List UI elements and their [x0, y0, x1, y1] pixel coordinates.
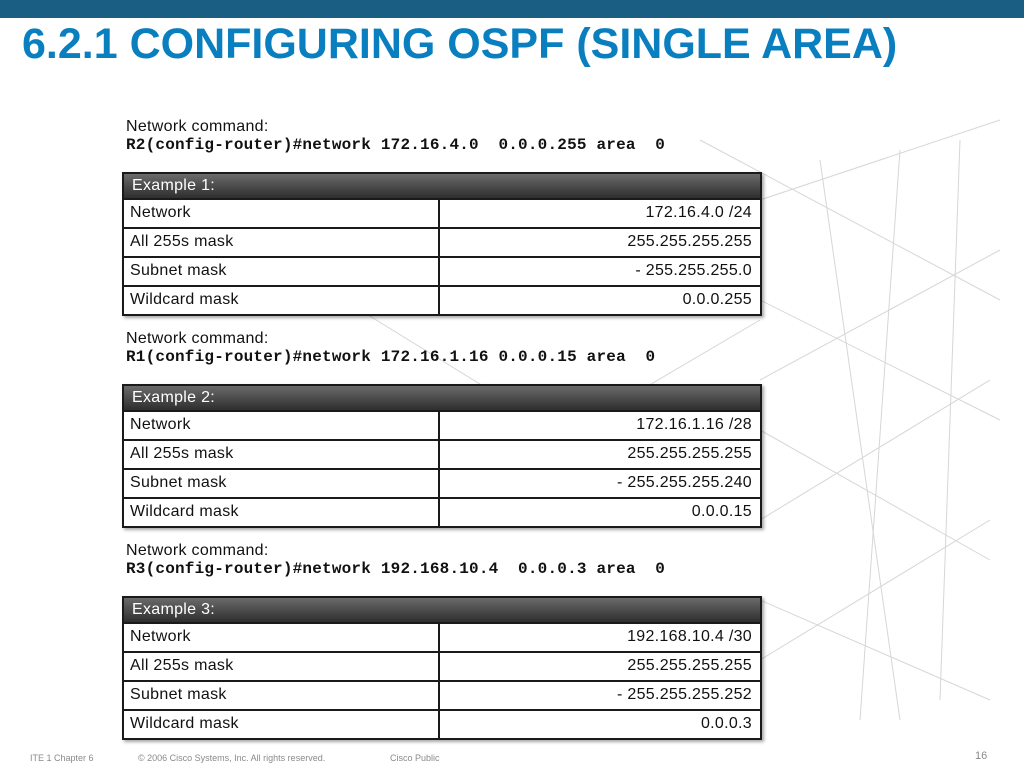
row-label: Wildcard mask	[124, 499, 440, 526]
command-line: R1(config-router)#network 172.16.1.16 0.0.0.15 area 0	[126, 348, 656, 366]
table-row	[124, 622, 760, 651]
row-value: 172.16.1.16 /28	[440, 412, 760, 439]
table-row	[124, 439, 760, 468]
page-number: 16	[975, 750, 988, 762]
table-row	[124, 680, 760, 709]
row-label: Network	[124, 624, 440, 651]
row-label: Subnet mask	[124, 470, 440, 497]
example-table	[122, 172, 762, 316]
table-row	[124, 468, 760, 497]
command-line: R2(config-router)#network 172.16.4.0 0.0.0.255 area 0	[126, 136, 666, 154]
row-value: - 255.255.255.0	[440, 258, 760, 285]
row-value: 0.0.0.15	[440, 499, 760, 526]
table-row	[124, 198, 760, 227]
row-label: Network	[124, 200, 440, 227]
command-label: Network command:	[126, 330, 269, 347]
table-row	[124, 285, 760, 314]
row-label: All 255s mask	[124, 653, 440, 680]
slide-title: 6.2.1 CONFIGURING OSPF (SINGLE AREA)	[22, 20, 898, 68]
network-command-block	[122, 118, 962, 168]
row-value: 255.255.255.255	[440, 229, 760, 256]
row-value: - 255.255.255.252	[440, 682, 760, 709]
row-label: Subnet mask	[124, 682, 440, 709]
row-label: Subnet mask	[124, 258, 440, 285]
row-value: 172.16.4.0 /24	[440, 200, 760, 227]
slide-content	[122, 118, 962, 754]
example-table	[122, 596, 762, 740]
row-value: 255.255.255.255	[440, 653, 760, 680]
command-label: Network command:	[126, 118, 269, 135]
table-row	[124, 709, 760, 738]
row-label: Wildcard mask	[124, 711, 440, 738]
row-label: Wildcard mask	[124, 287, 440, 314]
table-row	[124, 256, 760, 285]
footer-chapter: ITE 1 Chapter 6	[30, 753, 94, 763]
row-value: - 255.255.255.240	[440, 470, 760, 497]
table-row	[124, 651, 760, 680]
top-accent-bar	[0, 0, 1024, 18]
row-value: 255.255.255.255	[440, 441, 760, 468]
table-row	[124, 227, 760, 256]
row-label: All 255s mask	[124, 229, 440, 256]
row-value: 0.0.0.3	[440, 711, 760, 738]
example-title: Example 3:	[124, 598, 760, 622]
network-command-block	[122, 542, 962, 592]
example-title: Example 2:	[124, 386, 760, 410]
footer-copyright: © 2006 Cisco Systems, Inc. All rights reserved.	[138, 753, 326, 763]
example-table	[122, 384, 762, 528]
example-title: Example 1:	[124, 174, 760, 198]
network-command-block	[122, 330, 962, 380]
row-value: 0.0.0.255	[440, 287, 760, 314]
row-label: All 255s mask	[124, 441, 440, 468]
slide-footer	[0, 750, 1024, 767]
footer-classification: Cisco Public	[390, 753, 440, 763]
command-line: R3(config-router)#network 192.168.10.4 0.0.0.3 area 0	[126, 560, 666, 578]
row-label: Network	[124, 412, 440, 439]
row-value: 192.168.10.4 /30	[440, 624, 760, 651]
table-row	[124, 497, 760, 526]
table-row	[124, 410, 760, 439]
command-label: Network command:	[126, 542, 269, 559]
